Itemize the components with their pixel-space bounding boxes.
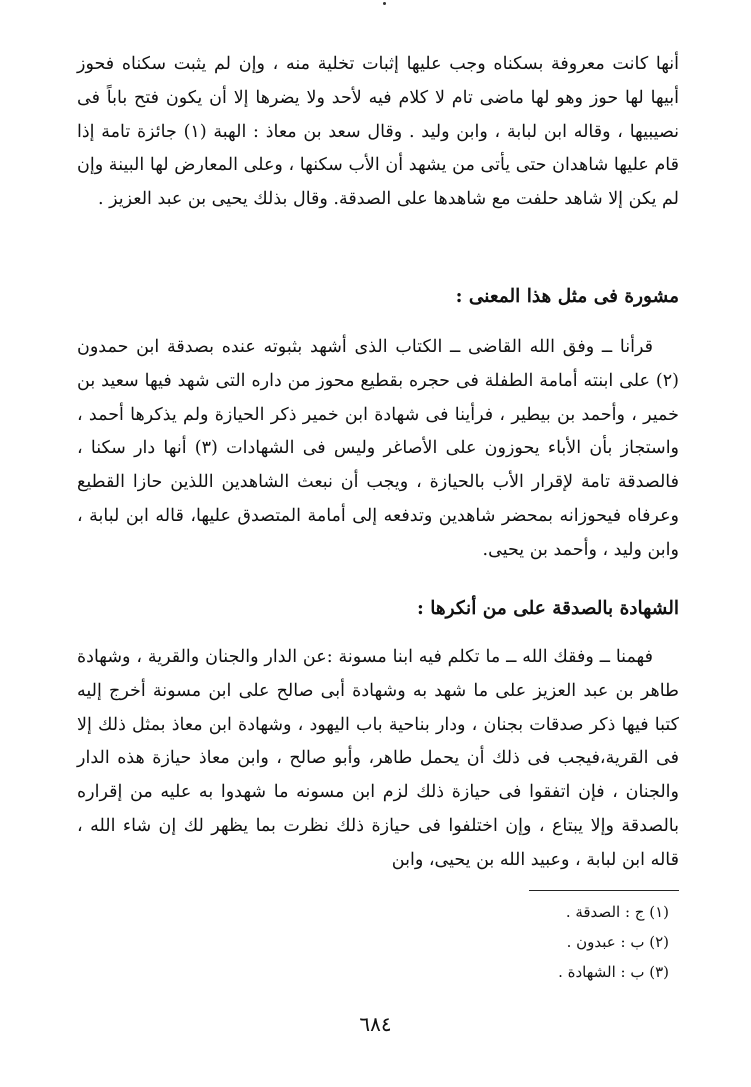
paragraph-1: أنها كانت معروفة بسكناه وجب عليها إثبات تخلية منه ، وإن لم يثبت سكناه فحوز أبيها لها حوز وهو لها ماضى تام لا كلام فيه لأحد ولا يضرها إلا أن يكون فتح باباً فى نصيبيها ، وقاله ابن لبابة ، وابن وليد . وقال سعد بن معاذ : الهبة (١) جائزة تامة إذا قام عليها شاهدان حتى يأتى من يشهد أن الأب سكنها ، وعلى المعارض لها البينة وإن لم يكن إلا شاهد حلفت مع شاهدها على الصدقة. وقال بذلك يحيى بن عبد العزيز . bbox=[77, 54, 679, 210]
footnote-divider bbox=[529, 890, 679, 891]
section-heading-1: مشورة فى مثل هذا المعنى : bbox=[455, 286, 679, 307]
footnotes bbox=[558, 897, 669, 987]
paragraph-2: قرأنا ــ وفق الله القاضى ــ الكتاب الذى أشهد بثبوته عنده بصدقة ابن حمدون (٢) على ابنته أمامة الطفلة فى حجره بقطيع محوز من داره التى شهد فيها سعيد بن خمير ، وأحمد بن بيطير ، فرأينا فى شهادة ابن خمير ذكر الحيازة ولم يذكرها أحمد ، واستجاز بأن الأباء يحوزون على الأصاغر وليس فى الشهادات (٣) أنها دار سكنا ، فالصدقة تامة لإقرار الأب بالحيازة ، ويجب أن نبعث الشاهدين اللذين حازا القطيع وعرفاه فيحوزانه بمحضر شاهدين وتدفعه إلى أمامة المتصدق عليها، قاله ابن لبابة ، وابن وليد ، وأحمد بن يحيى. bbox=[77, 337, 680, 560]
footnote-2: (٢) ب : عبدون . bbox=[566, 933, 669, 951]
footnote-1: (١) ج : الصدقة . bbox=[565, 903, 669, 921]
footnote-3: (٣) ب : الشهادة . bbox=[558, 963, 669, 981]
section-heading-2: الشهادة بالصدقة على من أنكرها : bbox=[416, 598, 679, 619]
top-ink-mark bbox=[383, 2, 386, 5]
paragraph-3: فهمنا ــ وفقك الله ــ ما تكلم فيه ابنا مسونة :عن الدار والجنان والقرية ، وشهادة طاهر بن عبد العزيز على ما شهد به وشهادة أبى صالح على ابن مسونة أخرج إليه كتبا فيها ذكر صدقات بجنان ، ودار بناحية باب اليهود ، وشهادة ابن معاذ بمثل ذلك إلا فى القرية،فيجب فى ذلك أن يحمل طاهر، وأبو صالح ، وابن معاذ حيازة هذه الدار والجنان ، فإن اتفقوا فى حيازة ذلك لزم ابن مسونه ما شهدوا به عليه من إقراره بالصدقة وإلا يبتاع ، وإن اختلفوا فى حيازة ذلك نظرت بما يظهر لك إن شاء الله ، قاله ابن لبابة ، وعبيد الله بن يحيى، وابن bbox=[77, 647, 679, 870]
page-number: ٦٨٤ bbox=[359, 1012, 392, 1036]
